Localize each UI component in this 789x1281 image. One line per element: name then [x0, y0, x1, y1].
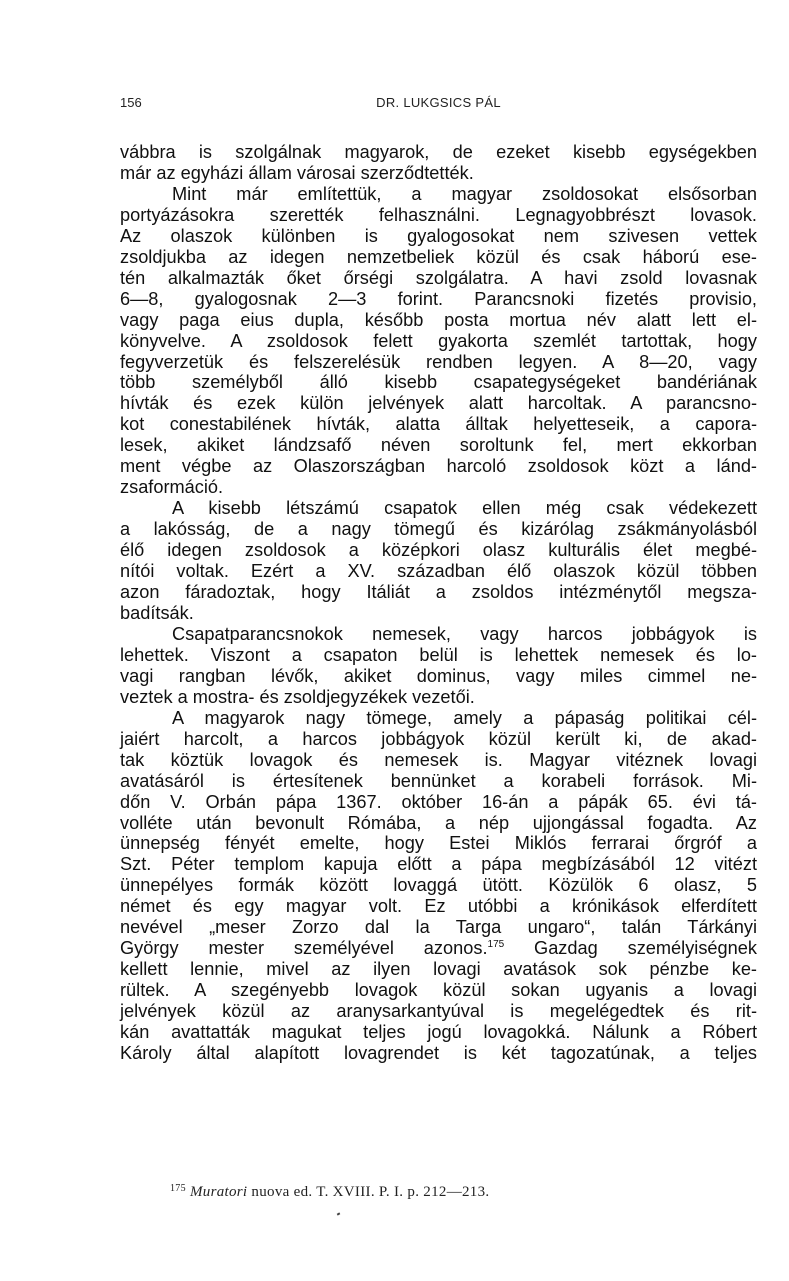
- text-line: [120, 582, 757, 603]
- text-line-content: veztek a mostra- és zsoldjegyzékek vezetői.: [120, 686, 475, 707]
- text-line: [120, 477, 757, 498]
- text-line-content: zsoldjukba az idegen nemzetbeliek közül és csak háború ese-: [120, 246, 757, 267]
- text-line-content: már az egyházi állam városai szerződtették.: [120, 162, 474, 183]
- text-line: [120, 268, 757, 289]
- text-line-content: a lakósság, de a nagy tömegű és kizárólag zsákmányolásból: [120, 519, 757, 540]
- text-line-content: rültek. A szegényebb lovagok közül sokan ugyanis a lovagi: [120, 980, 757, 1001]
- text-line-content: dőn V. Orbán pápa 1367. október 16-án a pápák 65. évi tá-: [120, 791, 757, 812]
- text-line: [120, 750, 757, 771]
- text-line-content: tén alkalmazták őket őrségi szolgálatra. A havi zsold lovasnak: [120, 267, 757, 288]
- text-line-content: kot conestabilének hívták, alatta álltak helyetteseik, a capora-: [120, 414, 757, 435]
- text-line-content: A magyarok nagy tömege, amely a pápaság politikai cél-: [172, 707, 757, 728]
- text-line-content: ünnepélyes formák között lovaggá ütött. Közülök 6 olasz, 5: [120, 875, 757, 896]
- text-line-content: 6—8, gyalogosnak 2—3 forint. Parancsnoki fizetés provisio,: [120, 288, 757, 309]
- text-line: [120, 226, 757, 247]
- text-line-content: ment végbe az Olaszországban harcoló zsoldosok közt a lánd-: [120, 456, 757, 477]
- text-line-content: Az olaszok különben is gyalogosokat nem szivesen vettek: [120, 225, 757, 246]
- text-line: [120, 875, 757, 896]
- text-line-content: volléte után bevonult Rómába, a nép ujjongással fogadta. Az: [120, 812, 757, 833]
- text-line: [120, 247, 757, 268]
- text-line: [120, 938, 757, 959]
- text-line-content: ünnepség fényét emelte, hogy Estei Miklós ferrarai őrgróf a: [120, 833, 757, 854]
- text-line-content: zsaformáció.: [120, 477, 224, 498]
- text-line-content: vagi rangban lévők, akiket dominus, vagy miles cimmel ne-: [120, 665, 757, 686]
- text-line: [120, 603, 757, 624]
- footnote-source-title: Muratori: [189, 1184, 248, 1200]
- text-line-content: lehettek. Viszont a csapaton belül is lehettek nemesek és lo-: [120, 644, 757, 665]
- text-line: [120, 435, 757, 456]
- text-line-content: lesek, akiket lándzsafő néven soroltunk fel, mert ekkorban: [120, 435, 757, 456]
- footnote: [170, 1183, 489, 1201]
- text-line-content: jelvények közül az aranysarkantyúval is megelégedtek és rit-: [120, 1001, 757, 1022]
- text-line-content: könyvelve. A zsoldosok felett gyakorta szemlét tartottak, hogy: [120, 330, 757, 351]
- text-line: [120, 771, 757, 792]
- text-line-content: vábbra is szolgálnak magyarok, de ezeket kisebb egységekben: [120, 142, 757, 162]
- text-line: [120, 352, 757, 373]
- text-line: [120, 331, 757, 352]
- text-line-content: Károly által alapított lovagrendet is két tagozatúnak, a teljes: [120, 1042, 757, 1063]
- footnote-number: 175: [170, 1183, 186, 1194]
- text-line: [120, 959, 757, 980]
- text-line: [120, 1022, 757, 1043]
- text-line: [120, 561, 757, 582]
- text-line: [120, 310, 757, 331]
- running-title: DR. LUKGSICS PÁL: [376, 95, 501, 110]
- text-line: [120, 813, 757, 834]
- text-line: [120, 666, 757, 687]
- text-line-content: tak köztük lovagok és nemesek is. Magyar vitéznek lovagi: [120, 749, 757, 770]
- text-line-content: német és egy magyar volt. Ez utóbbi a krónikások elferdített: [120, 896, 757, 917]
- text-line: [120, 540, 757, 561]
- text-line-content: A kisebb létszámú csapatok ellen még csak védekezett: [172, 498, 757, 519]
- text-line-content: Csapatparancsnokok nemesek, vagy harcos jobbágyok is: [172, 623, 757, 644]
- text-line: [120, 372, 757, 393]
- text-line: [120, 624, 757, 645]
- text-line-content: vagy paga eius dupla, később posta mortua név alatt lett el-: [120, 309, 757, 330]
- text-line: [120, 687, 757, 708]
- text-line: [120, 917, 757, 938]
- text-line-content: badítsák.: [120, 602, 194, 623]
- text-line: [120, 205, 757, 226]
- text-line: [120, 289, 757, 310]
- print-speck: [337, 1212, 341, 1215]
- text-line-content: hívták és ezek külön jelvények alatt harcoltak. A parancsno-: [120, 393, 757, 414]
- text-line-content: jaiért harcolt, a harcos jobbágyok közül került ki, de akad-: [120, 728, 757, 749]
- text-line: [120, 456, 757, 477]
- text-line: [120, 498, 757, 519]
- text-line-content: György mester személyével azonos.: [120, 938, 488, 959]
- text-line-content: nevével „meser Zorzo dal la Targa ungaro“, talán Tárkányi: [120, 917, 757, 938]
- footnote-text: nuova ed. T. XVIII. P. I. p. 212—213.: [247, 1184, 490, 1200]
- text-line: [120, 708, 757, 729]
- text-line: [120, 1043, 757, 1064]
- page-header: [120, 95, 757, 115]
- text-line: [120, 896, 757, 917]
- text-line-content: avatásáról is értesítenek bennünket a korabeli források. Mi-: [120, 770, 757, 791]
- text-line: [120, 833, 757, 854]
- text-line-content: kellett lennie, mivel az ilyen lovagi avatások sok pénzbe ke-: [120, 959, 757, 980]
- text-line: [120, 163, 757, 184]
- text-line: [120, 519, 757, 540]
- text-line-continuation: Gazdag személyiségnek: [504, 938, 757, 959]
- body-text: [120, 142, 757, 1064]
- text-line-content: élő idegen zsoldosok a középkori olasz kulturális élet megbé-: [120, 540, 757, 561]
- text-line-content: portyázásokra szerették felhasználni. Legnagyobbrészt lovasok.: [120, 204, 757, 225]
- text-line: [120, 645, 757, 666]
- text-line: [120, 854, 757, 875]
- text-line-content: több személyből álló kisebb csapategységeket bandériának: [120, 372, 757, 393]
- text-line-content: fegyverzetük és felszerelésük rendben legyen. A 8—20, vagy: [120, 351, 757, 372]
- text-line-content: Szt. Péter templom kapuja előtt a pápa megbízásából 12 vitézt: [120, 854, 757, 875]
- text-line: [120, 142, 757, 163]
- page-number: 156: [120, 95, 142, 110]
- text-line-content: kán avattatták magukat teljes jogú lovagokká. Nálunk a Róbert: [120, 1022, 757, 1043]
- text-line: [120, 414, 757, 435]
- text-line: [120, 184, 757, 205]
- text-line: [120, 729, 757, 750]
- text-line: [120, 1001, 757, 1022]
- text-line: [120, 792, 757, 813]
- footnote-reference[interactable]: 175: [487, 939, 505, 951]
- text-line: [120, 980, 757, 1001]
- text-line-content: Mint már említettük, a magyar zsoldosokat elsősorban: [172, 183, 757, 204]
- text-line-content: nítói voltak. Ezért a XV. században élő olaszok közül többen: [120, 561, 757, 582]
- text-line: [120, 393, 757, 414]
- text-line-content: azon fáradoztak, hogy Itáliát a zsoldos intézménytől megsza-: [120, 582, 757, 603]
